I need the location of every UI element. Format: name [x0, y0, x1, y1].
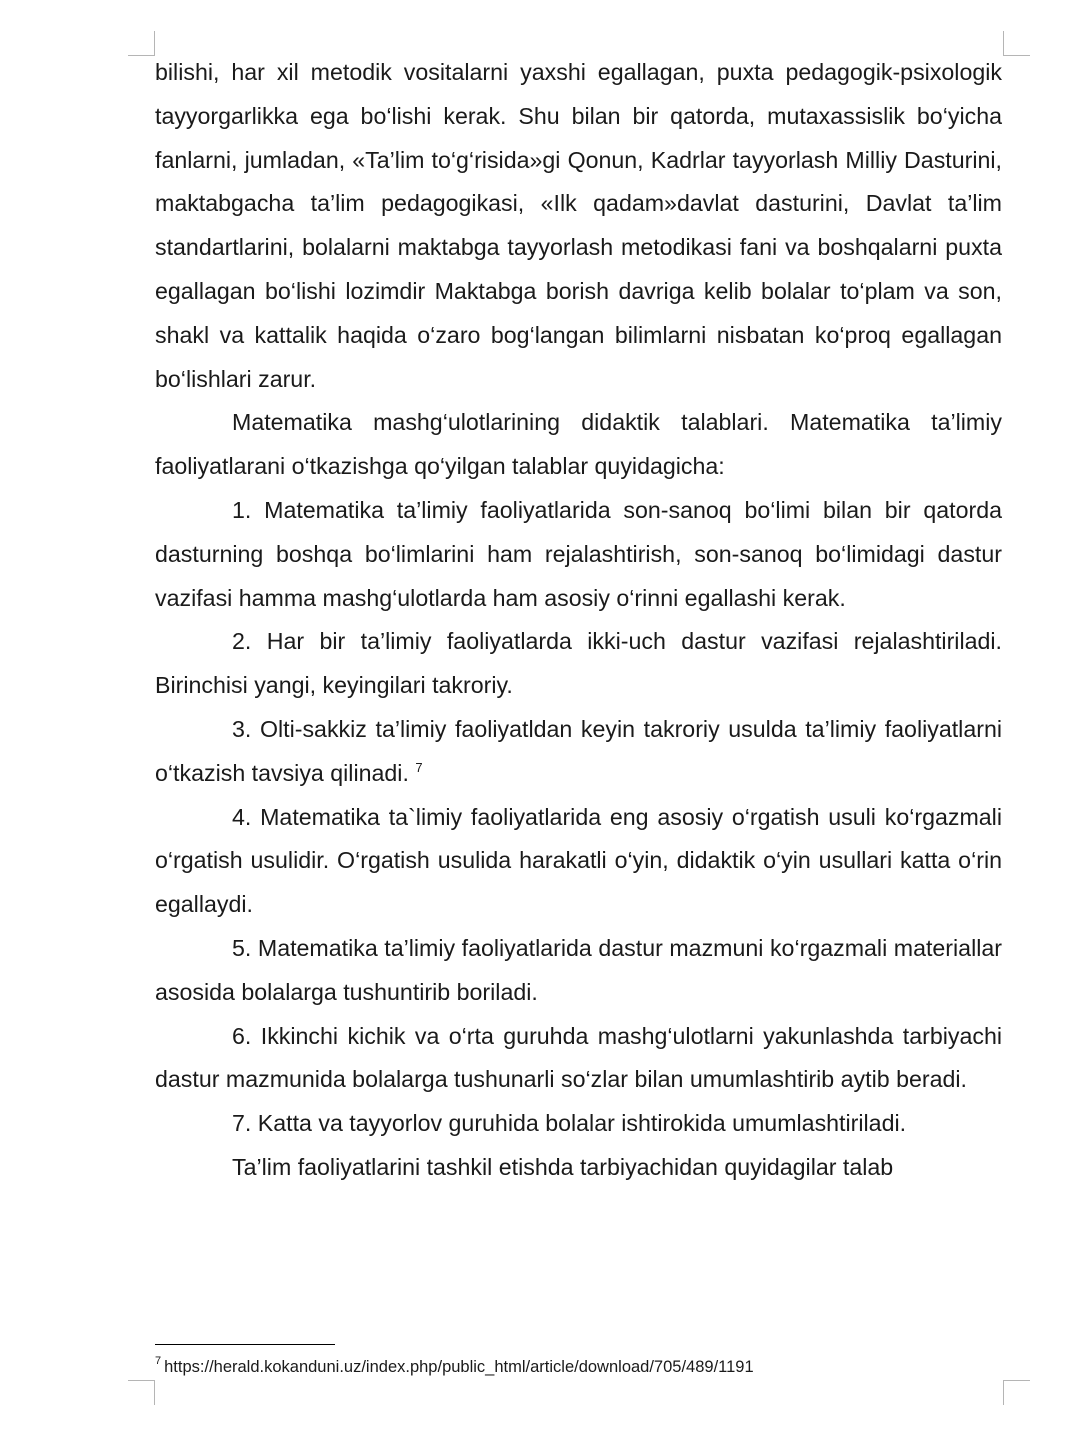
- page-corner-mark-top-right: [1003, 31, 1030, 56]
- list-item-1: 1. Matematika ta’limiy faoliyatlarida son-sanoq bo‘limi bilan bir qatorda dasturning boshqa bo‘limlarini ham rejalashtirish, son-sanoq bo‘limidagi dastur vazifasi hamma mashg‘ulotlarda ham asosiy o‘rinni egallashi kerak.: [155, 496, 1002, 611]
- list-item-5: 5. Matematika ta’limiy faoliyatlarida dastur mazmuni ko‘rgazmali materiallar asosida bolalarga tushuntirib boriladi.: [155, 934, 1002, 1005]
- page-corner-mark-bottom-left: [128, 1380, 155, 1405]
- document-body: [155, 51, 1002, 1190]
- footnote-link[interactable]: https://herald.kokanduni.uz/index.php/public_html/article/download/705/489/1191: [164, 1358, 754, 1376]
- list-item-7: 7. Katta va tayyorlov guruhida bolalar ishtirokida umumlashtiriladi.: [232, 1110, 907, 1137]
- footnote-separator: [155, 1344, 335, 1345]
- paragraph-final: Ta’lim faoliyatlarini tashkil etishda tarbiyachidan quyidagilar talab: [232, 1153, 894, 1180]
- footnote: [155, 1355, 1055, 1379]
- list-item-6: 6. Ikkinchi kichik va o‘rta guruhda mashg‘ulotlarni yakunlashda tarbiyachi dastur mazmunida bolalarga tushunarli so‘zlar bilan umumlashtirib aytib beradi.: [155, 1022, 1002, 1093]
- list-item-3: [155, 708, 1002, 796]
- paragraph-continuation: bilishi, har xil metodik vositalarni yaxshi egallagan, puxta pedagogik-psixologik tayyorgarlikka ega bo‘lishi kerak. Shu bilan bir qatorda, mutaxassislik bo‘yicha fanlarni, jumladan, «Ta’lim to‘g‘risida»gi Qonun, Kadrlar tayyorlash Milliy Dasturini, maktabgacha ta’lim pedagogikasi, «Ilk qadam»davlat dasturini, Davlat ta’lim standartlarini, bolalarni maktabga tayyorlash metodikasi fani va boshqalarni puxta egallagan bo‘lishi lozimdir Maktabga borish davriga kelib bolalar to‘plam va son, shakl va kattalik haqida o‘zaro bog‘langan bilimlarni nisbatan ko‘proq egallagan bo‘lishlari zarur.: [155, 59, 1002, 392]
- list-item-4: 4. Matematika ta`limiy faoliyatlarida eng asosiy o‘rgatish usuli ko‘rgazmali o‘rgatish usulidir. O‘rgatish usulida harakatli o‘yin, didaktik o‘yin usullari katta o‘rin egallaydi.: [155, 803, 1002, 918]
- paragraph-didactic-requirements: Matematika mashg‘ulotlarining didaktik talablari. Matematika ta’limiy faoliyatlarani o‘tkazishga qo‘yilgan talablar quyidagicha:: [155, 409, 1002, 480]
- list-item-3-text: 3. Olti-sakkiz ta’limiy faoliyatldan keyin takroriy usulda ta’limiy faoliyatlarni o‘tkazish tavsiya qilinadi.: [155, 715, 1002, 786]
- footnote-reference[interactable]: 7: [415, 759, 423, 775]
- footnote-number: 7: [155, 1355, 162, 1367]
- list-item-2: 2. Har bir ta’limiy faoliyatlarda ikki-uch dastur vazifasi rejalashtiriladi. Birinchisi yangi, keyingilari takroriy.: [155, 628, 1002, 699]
- page-corner-mark-top-left: [128, 31, 155, 56]
- page-corner-mark-bottom-right: [1003, 1380, 1030, 1405]
